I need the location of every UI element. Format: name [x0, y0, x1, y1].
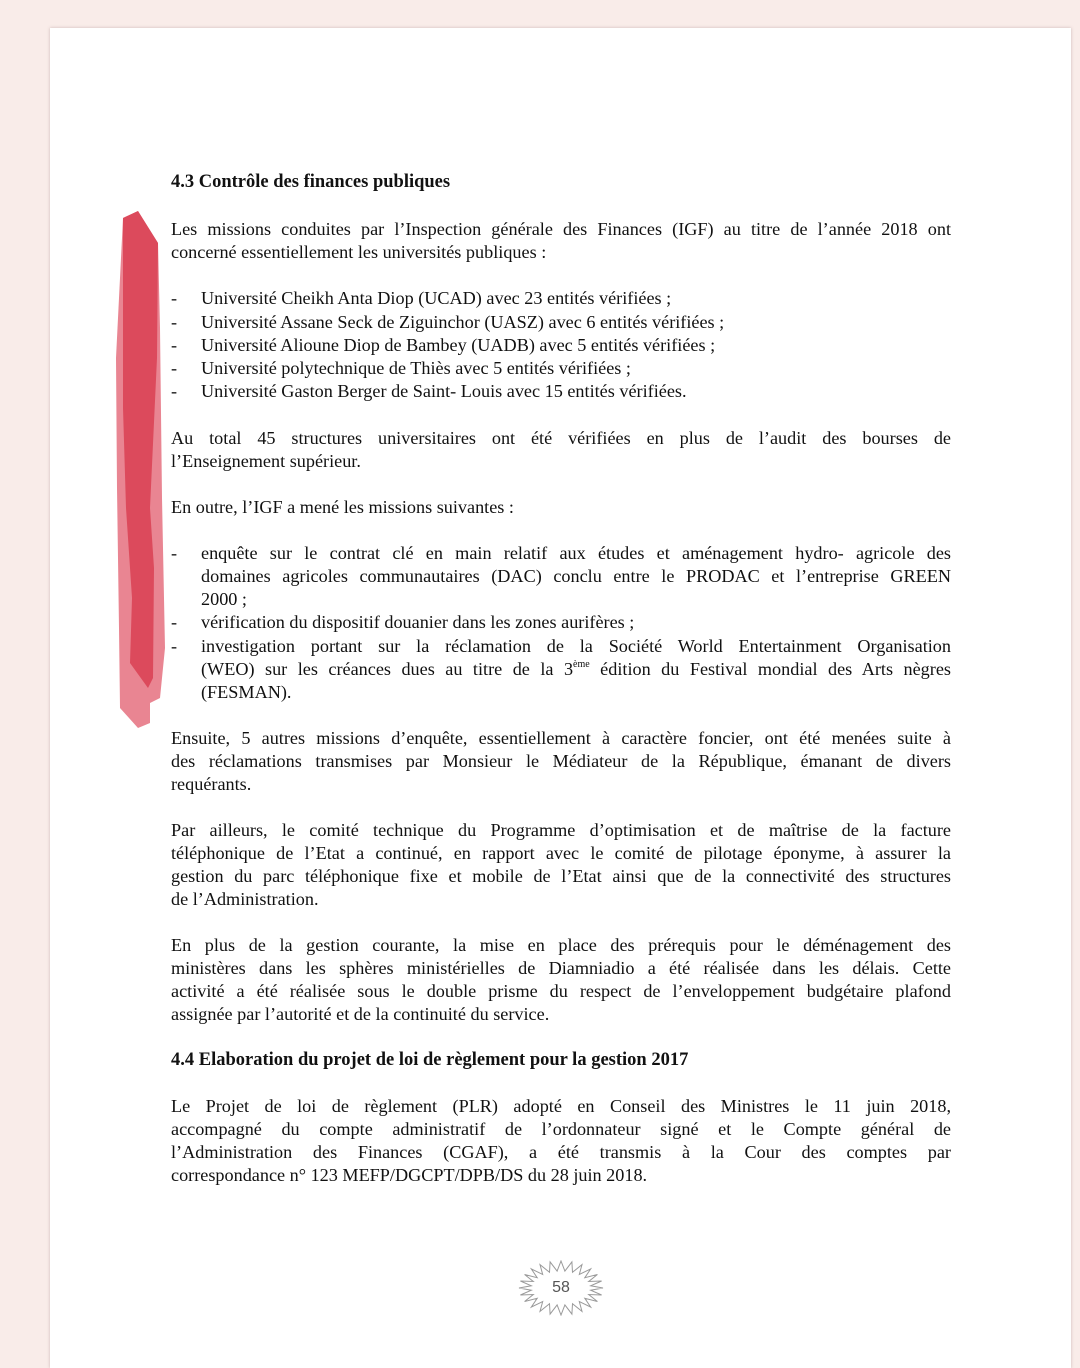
- text-line: concerné essentiellement les universités publiques :: [171, 242, 547, 262]
- text-line: Au total 45 structures universitaires ont été vérifiées en plus de l’audit des bourses de: [171, 428, 951, 448]
- bullet-dash: -: [171, 636, 178, 656]
- text-line: correspondance n° 123 MEFP/DGCPT/DPB/DS du 28 juin 2018.: [171, 1165, 648, 1185]
- page-number: 58: [552, 1279, 570, 1296]
- text-line: requérants.: [171, 774, 252, 794]
- text-line: (FESMAN).: [201, 682, 292, 702]
- list-item-text: Université Assane Seck de Ziguinchor (UASZ) avec 6 entités vérifiées ;: [201, 312, 725, 332]
- text-line: gestion du parc téléphonique fixe et mobile de l’Etat ainsi que de la connectivité des structures: [171, 866, 951, 886]
- text-line: 2000 ;: [201, 589, 247, 609]
- text-line: Ensuite, 5 autres missions d’enquête, essentiellement à caractère foncier, ont été menées suite à: [171, 728, 951, 748]
- paragraph-en-plus: [171, 934, 951, 1026]
- page-number-badge: [518, 1260, 604, 1316]
- list-item-text: Université polytechnique de Thiès avec 5 entités vérifiées ;: [201, 358, 631, 378]
- document-page: [50, 28, 1071, 1368]
- text-line: enquête sur le contrat clé en main relatif aux études et aménagement hydro- agricole des: [201, 543, 951, 563]
- text-line: des réclamations transmises par Monsieur le Médiateur de la République, émanant de divers: [171, 751, 951, 771]
- text-line: [201, 658, 951, 681]
- text-segment: édition du Festival mondial des Arts nègres: [589, 659, 951, 679]
- text-line: vérification du dispositif douanier dans les zones aurifères ;: [201, 612, 635, 632]
- text-line: assignée par l’autorité et de la continuité du service.: [171, 1004, 550, 1024]
- bullet-dash: -: [171, 543, 178, 563]
- text-line: activité a été réalisée sous le double prisme du respect de l’enveloppement budgétaire plafond: [171, 981, 951, 1001]
- total-paragraph: [171, 427, 951, 473]
- text-segment: (WEO) sur les créances dues au titre de la 3: [201, 659, 574, 679]
- text-line: domaines agricoles communautaires (DAC) conclu entre le PRODAC et l’entreprise GREEN: [201, 566, 951, 586]
- paragraph-plr: [171, 1095, 951, 1187]
- text-line: investigation portant sur la réclamation de la Société World Entertainment Organisation: [201, 636, 951, 656]
- text-line: Par ailleurs, le comité technique du Programme d’optimisation et de maîtrise de la facture: [171, 820, 951, 840]
- bullet-dash: -: [171, 612, 178, 632]
- missions-intro: [171, 496, 951, 519]
- list-item-text: [201, 611, 951, 634]
- text-line: Le Projet de loi de règlement (PLR) adopté en Conseil des Ministres le 11 juin 2018,: [171, 1096, 951, 1116]
- highlighter-mark: [110, 208, 170, 733]
- text-line: ministères dans les sphères ministérielles de Diamniadio a été réalisée dans les délais. Cette: [171, 958, 951, 978]
- list-item-text: Université Cheikh Anta Diop (UCAD) avec 23 entités vérifiées ;: [201, 288, 672, 308]
- text-line: Les missions conduites par l’Inspection générale des Finances (IGF) au titre de l’année 2018 ont: [171, 219, 951, 239]
- bullet-dash: -: [171, 312, 178, 332]
- text-line: l’Enseignement supérieur.: [171, 451, 361, 471]
- text-line: En outre, l’IGF a mené les missions suivantes :: [171, 497, 514, 517]
- intro-paragraph: [171, 218, 951, 264]
- text-line: de l’Administration.: [171, 889, 319, 909]
- list-item-text: Université Alioune Diop de Bambey (UADB) avec 5 entités vérifiées ;: [201, 335, 716, 355]
- paragraph-ailleurs: [171, 819, 951, 911]
- section-heading-4-4: 4.4 Elaboration du projet de loi de règlement pour la gestion 2017: [171, 1050, 689, 1070]
- list-item-text: [201, 635, 951, 704]
- list-item-text: [201, 542, 951, 611]
- superscript: ème: [573, 658, 590, 670]
- list-item-text: Université Gaston Berger de Saint- Louis avec 15 entités vérifiées.: [201, 381, 687, 401]
- text-line: En plus de la gestion courante, la mise en place des prérequis pour le déménagement des: [171, 935, 951, 955]
- bullet-dash: -: [171, 335, 178, 355]
- text-line: l’Administration des Finances (CGAF), a été transmis à la Cour des comptes par: [171, 1142, 951, 1162]
- paragraph-ensuite: [171, 727, 951, 796]
- text-line: téléphonique de l’Etat a continué, en rapport avec le comité de pilotage éponyme, à assurer la: [171, 843, 951, 863]
- bullet-dash: -: [171, 381, 178, 401]
- section-heading-4-3: 4.3 Contrôle des finances publiques: [171, 172, 451, 192]
- text-line: accompagné du compte administratif de l’ordonnateur signé et le Compte général de: [171, 1119, 951, 1139]
- bullet-dash: -: [171, 358, 178, 378]
- bullet-dash: -: [171, 288, 178, 308]
